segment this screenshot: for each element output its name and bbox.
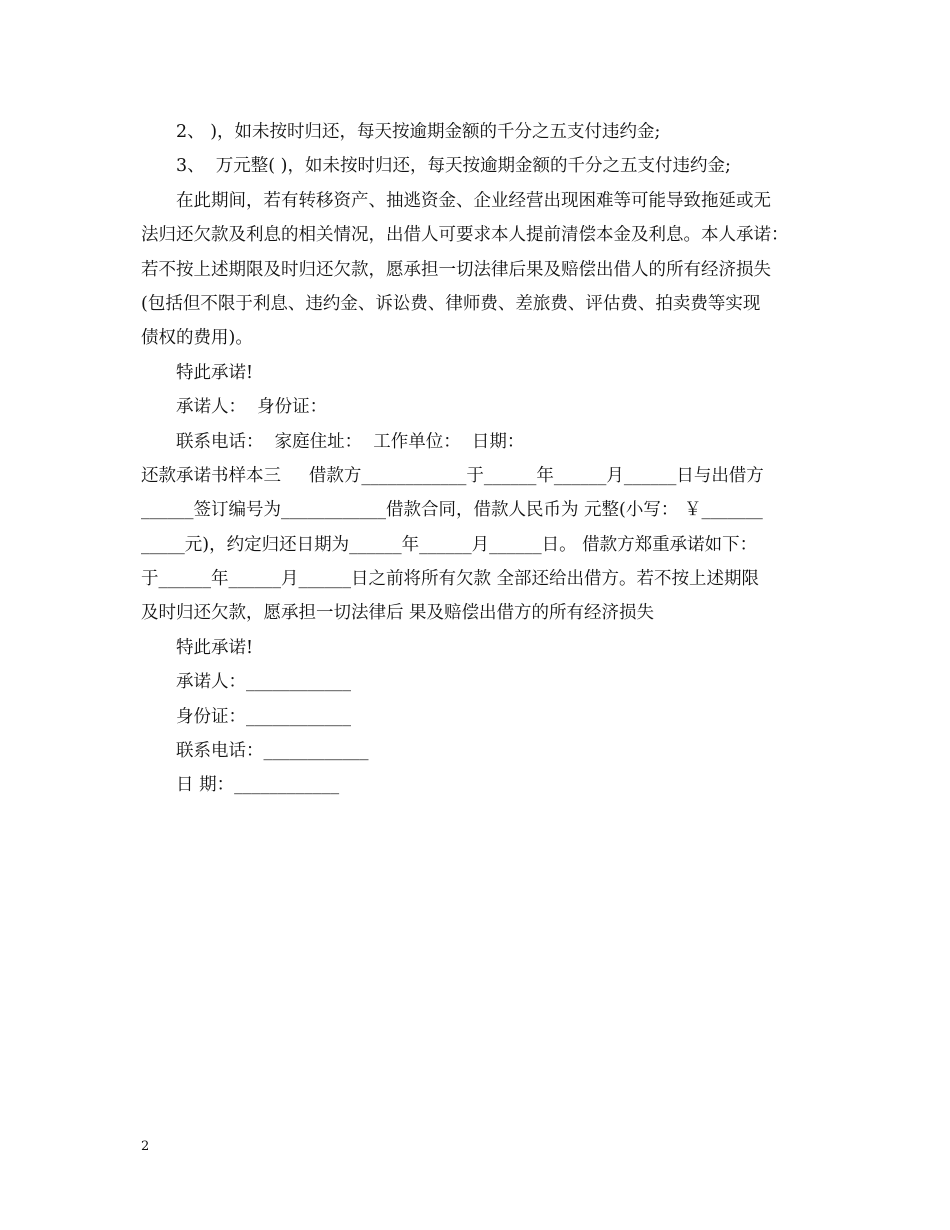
paragraph-line: 于______年______月______日之前将所有欠款 全部还给出借方。若不按上述期限 xyxy=(141,569,760,590)
clause-2: 2、 )，如未按时归还，每天按逾期金额的千分之五支付违约金; xyxy=(176,122,661,142)
signer-field: 承诺人：____________ xyxy=(176,672,351,693)
page-number: 2 xyxy=(141,1139,150,1154)
paragraph-line: 及时归还欠款，愿承担一切法律后 果及赔偿出借方的所有经济损失 xyxy=(141,603,655,624)
date-field: 日 期：____________ xyxy=(176,775,340,796)
paragraph-line: 债权的费用)。 xyxy=(141,328,253,349)
clause-3: 3、 万元整( )，如未按时归还，每天按逾期金额的千分之五支付违约金; xyxy=(176,156,731,177)
paragraph-line: ______签订编号为____________借款合同，借款人民币为 元整(小写： ￥_______ xyxy=(141,500,763,521)
paragraph-line: (包括但不限于利息、违约金、诉讼费、律师费、差旅费、评估费、拍卖费等实现 xyxy=(141,293,761,314)
id-card-field: 身份证：____________ xyxy=(176,706,351,727)
paragraph-line: 在此期间，若有转移资产、抽逃资金、企业经营出现困难等可能导致拖延或无 xyxy=(176,190,771,211)
paragraph-line: _____元)，约定归还日期为______年______月______日。 借款方郑重承诺如下： xyxy=(141,534,758,555)
signer-id-line: 承诺人： 身份证： xyxy=(176,397,328,418)
sample-three-line: 还款承诺书样本三 借款方____________于______年______月______日与出借方 xyxy=(141,465,764,486)
paragraph-line: 法归还欠款及利息的相关情况，出借人可要求本人提前清偿本金及利息。本人承诺： xyxy=(141,225,789,246)
document-body xyxy=(141,115,831,803)
phone-field: 联系电话：____________ xyxy=(176,741,369,762)
contact-info-line: 联系电话： 家庭住址： 工作单位： 日期： xyxy=(176,431,525,452)
paragraph-line: 若不按上述期限及时归还欠款，愿承担一切法律后果及赔偿出借人的所有经济损失 xyxy=(141,259,771,280)
closing-statement: 特此承诺! xyxy=(176,637,254,658)
closing-statement: 特此承诺! xyxy=(176,362,254,383)
